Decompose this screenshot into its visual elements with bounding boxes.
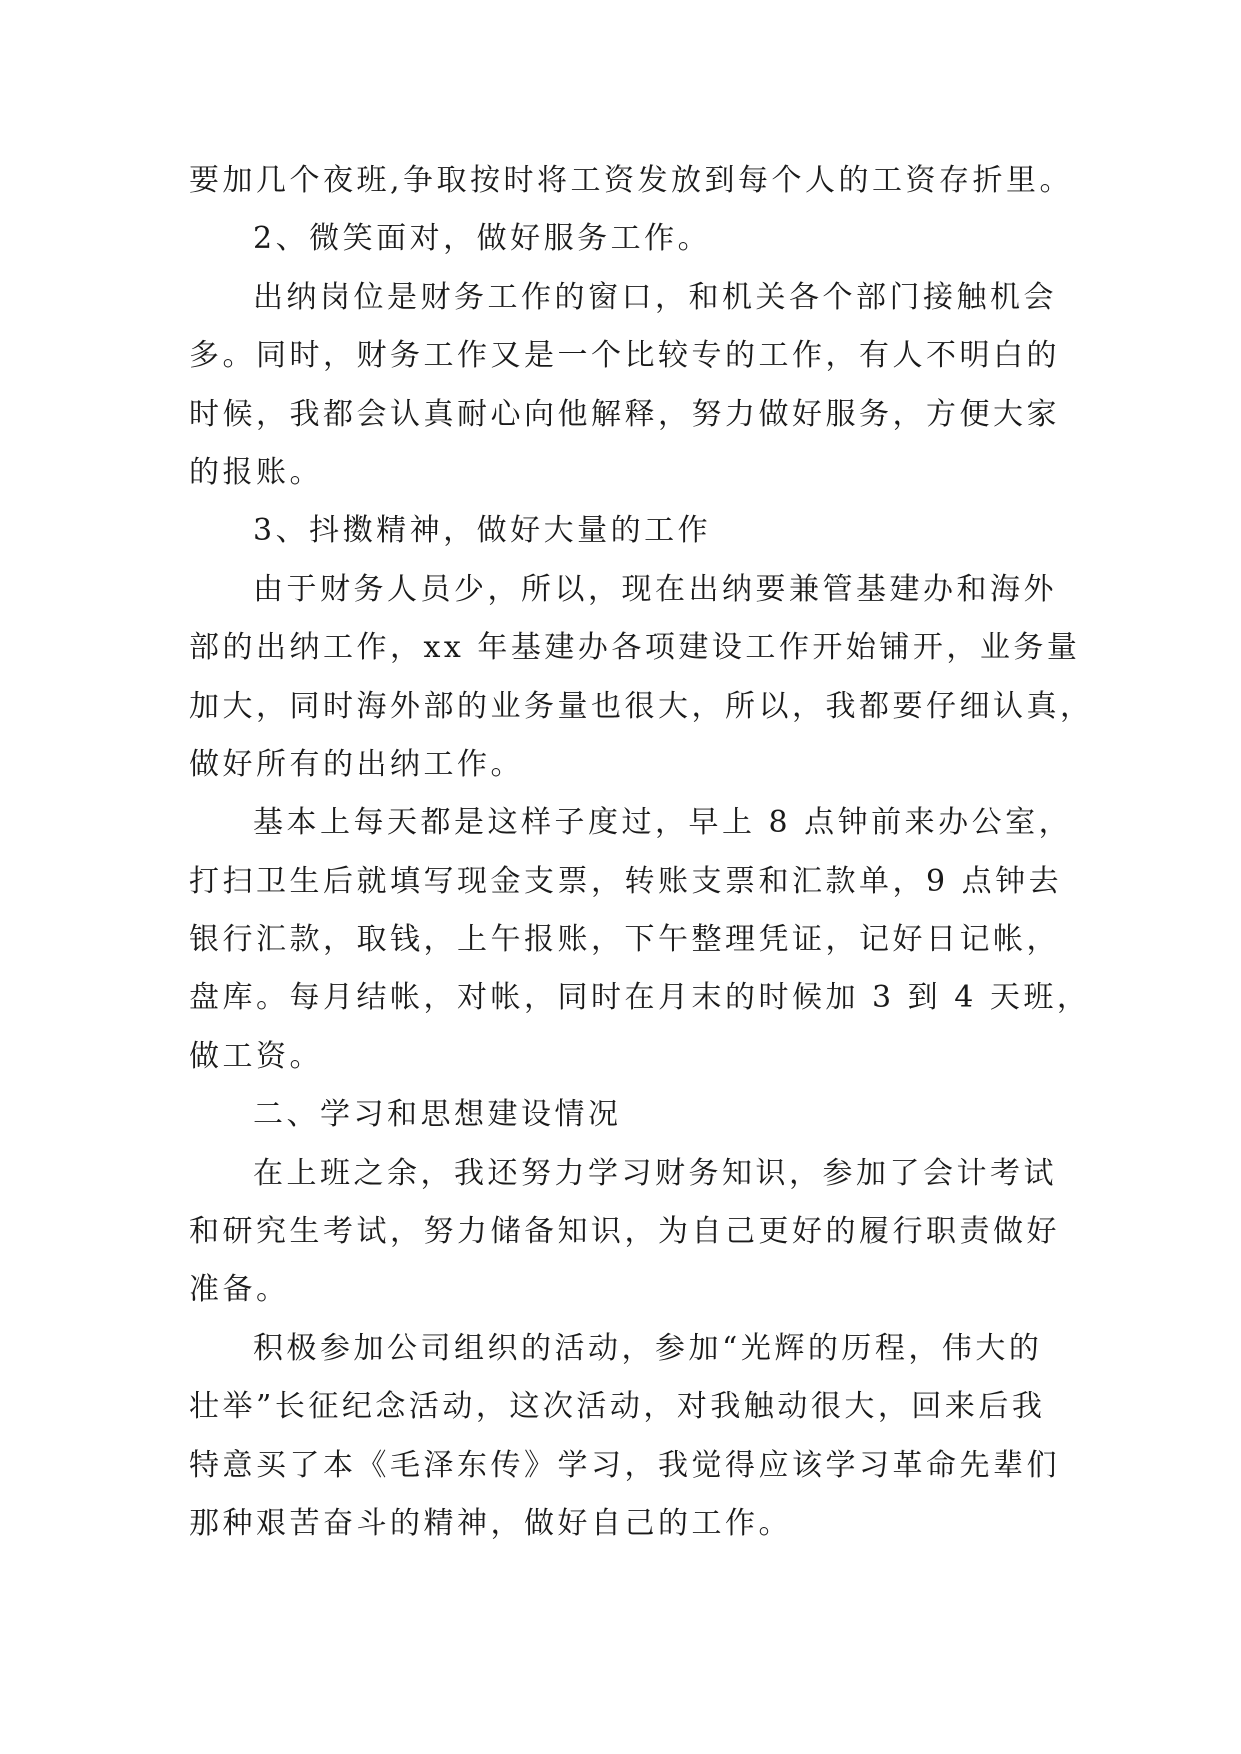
text-line-5: 时候，我都会认真耐心向他解释，努力做好服务，方便大家: [189, 396, 1060, 432]
text-line-8: 由于财务人员少，所以，现在出纳要兼管基建办和海外: [253, 571, 1057, 607]
text-line-1: 要加几个夜班,争取按时将工资发放到每个人的工资存折里。: [189, 163, 1074, 198]
text-line-2: 2、微笑面对，做好服务工作。: [253, 221, 712, 257]
text-line-18: 在上班之余，我还努力学习财务知识，参加了会计考试: [253, 1155, 1057, 1191]
text-line-9: 部的出纳工作，xx 年基建办各项建设工作开始铺开，业务量: [189, 630, 1081, 666]
text-line-12: 基本上每天都是这样子度过，早上 8 点钟前来办公室，: [253, 805, 1073, 841]
text-line-4: 多。同时，财务工作又是一个比较专的工作，有人不明白的: [189, 338, 1060, 374]
text-line-19: 和研究生考试，努力储备知识，为自己更好的履行职责做好: [189, 1214, 1060, 1250]
text-line-16: 做工资。: [189, 1038, 323, 1074]
document-body: [189, 152, 1094, 1553]
text-line-24: 那种艰苦奋斗的精神，做好自己的工作。: [189, 1505, 792, 1541]
text-line-11: 做好所有的出纳工作。: [189, 746, 524, 782]
text-line-10: 加大，同时海外部的业务量也很大，所以，我都要仔细认真，: [189, 688, 1094, 724]
text-line-14: 银行汇款，取钱，上午报账，下午整理凭证，记好日记帐，: [189, 922, 1060, 958]
text-line-21: 积极参加公司组织的活动，参加“光辉的历程，伟大的: [253, 1330, 1043, 1366]
text-line-20: 准备。: [189, 1272, 290, 1308]
text-line-13: 打扫卫生后就填写现金支票，转账支票和汇款单，9 点钟去: [189, 863, 1063, 899]
text-line-22: 壮举”长征纪念活动，这次活动，对我触动很大，回来后我: [189, 1389, 1046, 1425]
text-line-17: 二、学习和思想建设情况: [253, 1097, 622, 1133]
text-line-15: 盘库。每月结帐，对帐，同时在月末的时候加 3 到 4 天班，: [189, 980, 1091, 1016]
text-line-7: 3、抖擞精神，做好大量的工作: [253, 513, 712, 549]
text-line-23: 特意买了本《毛泽东传》学习，我觉得应该学习革命先辈们: [189, 1447, 1060, 1483]
text-line-6: 的报账。: [189, 454, 323, 490]
text-line-3: 出纳岗位是财务工作的窗口，和机关各个部门接触机会: [253, 279, 1057, 315]
